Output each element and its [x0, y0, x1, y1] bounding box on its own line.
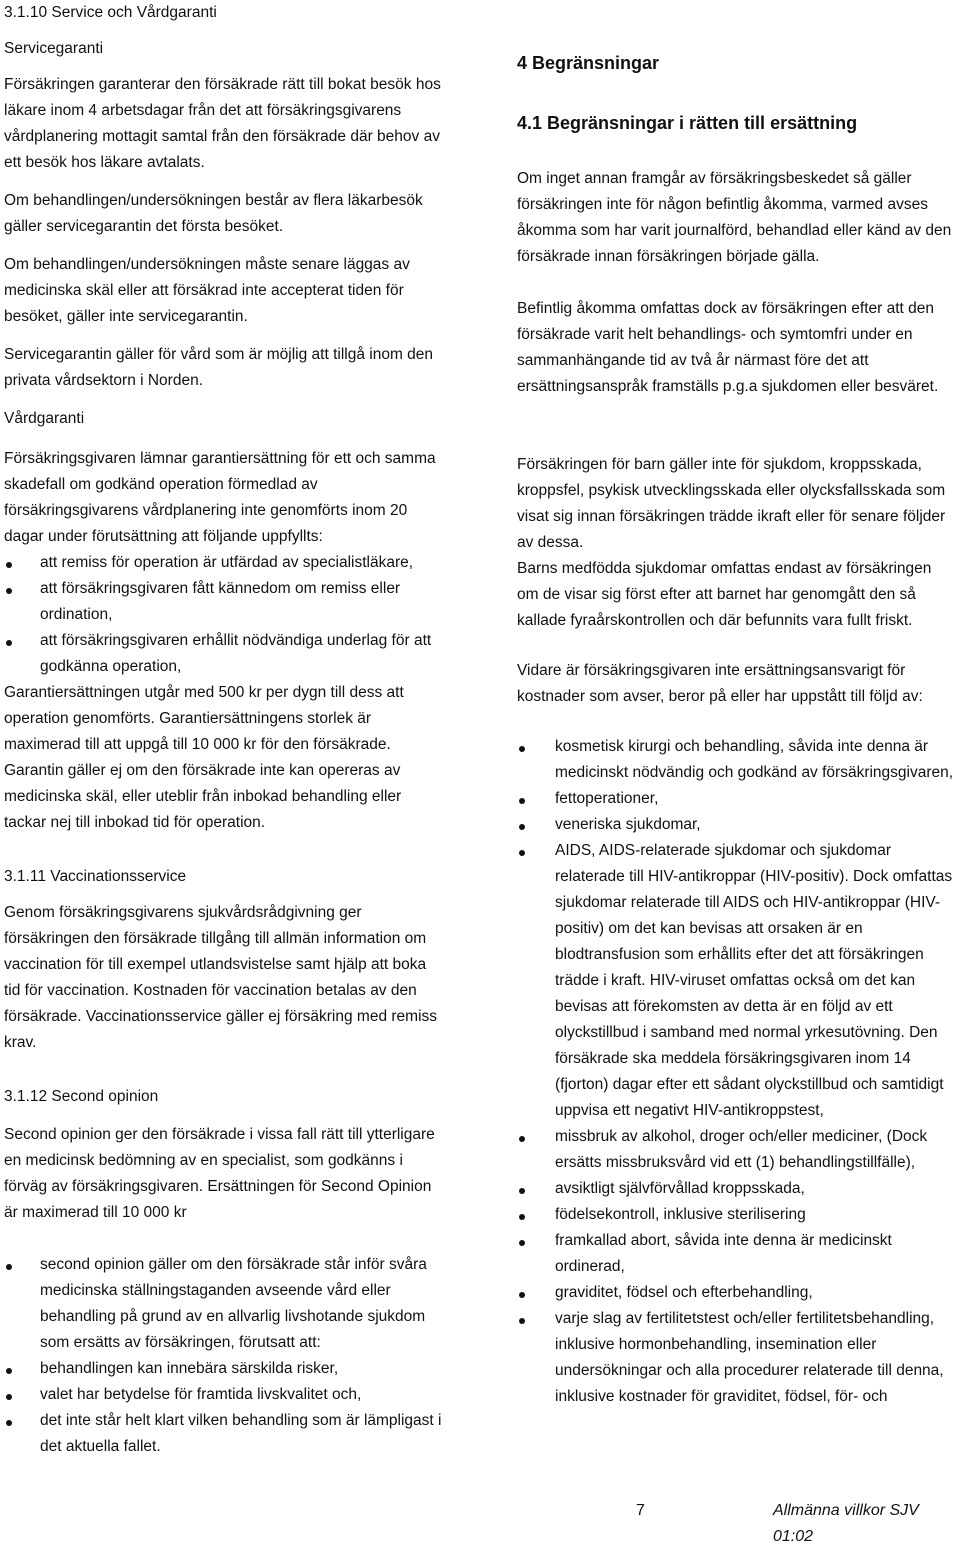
- list-item: framkallad abort, såvida inte denna är medicinskt ordinerad,: [517, 1228, 957, 1280]
- paragraph-medfodda-sjukdomar: Barns medfödda sjukdomar omfattas endast av försäkringen om de visar sig först efter att barnet har genomgått den så kallade fyraårskontrollen och där befunnits vara fullt friskt.: [517, 560, 932, 629]
- heading-4-begransningar: 4 Begränsningar: [517, 53, 660, 73]
- subheading-vardgaranti: Vårdgaranti: [4, 410, 85, 427]
- list-item: second opinion gäller om den försäkrade står inför svåra medicinska ställningstaganden avseende vård eller behandling på grund av en allvarlig livshotande sjukdom som ersätts av försäkringen, förutsatt att:: [4, 1252, 444, 1356]
- list-item: att försäkringsgivaren erhållit nödvändiga underlag för att godkänna operation,: [4, 628, 444, 680]
- list-item: avsiktligt självförvållad kroppsskada,: [517, 1176, 957, 1202]
- list-item: missbruk av alkohol, droger och/eller mediciner, (Dock ersätts missbruksvård vid ett (1) behandlingstillfälle),: [517, 1124, 957, 1176]
- list-item: varje slag av fertilitetstest och/eller fertilitetsbehandling, inklusive hormonbehandling, insemination eller undersökningar och alla procedurer relaterade till denna, inklusive kostnader för graviditet, födsel, för- och: [517, 1306, 957, 1410]
- heading-3-1-10: 3.1.10 Service och Vårdgaranti: [4, 4, 217, 21]
- paragraph-vaccinationsservice: Genom försäkringsgivarens sjukvårdsrådgivning ger försäkringen den försäkrade tillgång till allmän information om vaccination för till exempel utlandsvistelse samt hjälp att boka tid för vaccination. Kostnaden för vaccination betalas av den försäkrade. Vaccinationsservice gäller ej försäkring med remiss krav.: [4, 904, 438, 1051]
- list-item: fettoperationer,: [517, 786, 957, 812]
- paragraph-privata-vardsektorn: Servicegarantin gäller för vård som är möjlig att tillgå inom den privata vårdsektorn i Norden.: [4, 346, 434, 389]
- list-item: att försäkringsgivaren fått kännedom om remiss eller ordination,: [4, 576, 444, 628]
- exclusions-list: [517, 734, 957, 1410]
- list-item: födelsekontroll, inklusive sterilisering: [517, 1202, 957, 1228]
- paragraph-barn: Försäkringen för barn gäller inte för sjukdom, kroppsskada, kroppsfel, psykisk utvecklingsskada eller olycksfallsskada som visat sig innan försäkringen trädde ikraft eller för senare följder av dessa.: [517, 456, 946, 551]
- vardgaranti-conditions-list: [4, 550, 444, 680]
- paragraph-medicinska-skal: Om behandlingen/undersökningen måste senare läggas av medicinska skäl eller att försäkrad inte accepterat tiden för besöket, gäller inte servicegarantin.: [4, 256, 410, 325]
- list-item: kosmetisk kirurgi och behandling, såvida inte denna är medicinskt nödvändig och godkänd av försäkringsgivaren,: [517, 734, 957, 786]
- list-item: valet har betydelse för framtida livskvalitet och,: [4, 1382, 444, 1408]
- paragraph-garantiersattning-belopp: Garantiersättningen utgår med 500 kr per dygn till dess att operation genomförts. Garantiersättningens storlek är maximerad till att uppgå till 10 000 kr för den försäkrade. Garantin gäller ej om den försäkrade inte kan opereras av medicinska skäl, eller uteblir från inbokad behandling eller tackar nej till inbokad tid för operation.: [4, 684, 404, 831]
- list-item: det inte står helt klart vilken behandling som är lämpligast i det aktuella fallet.: [4, 1408, 444, 1460]
- page-number: 7: [636, 1502, 645, 1519]
- document-title: Allmänna villkor SJV 01:02: [773, 1502, 919, 1545]
- paragraph-symtomfri: Befintlig åkomma omfattas dock av försäkringen efter att den försäkrade varit helt behandlings- och symtomfri under en sammanhängande tid av två år närmast före det att ersättningsanspråk framställs p.g.a sjukdomen eller besväret.: [517, 300, 939, 395]
- list-item: veneriska sjukdomar,: [517, 812, 957, 838]
- list-item: att remiss för operation är utfärdad av specialistläkare,: [4, 550, 444, 576]
- paragraph-servicegaranti: Försäkringen garanterar den försäkrade rätt till bokat besök hos läkare inom 4 arbetsdagar från det att försäkringsgivarens vårdplanering mottagit samtal från den försäkrade där behov av ett besök hos läkare avtalats.: [4, 76, 441, 171]
- paragraph-garantiersattning: Försäkringsgivaren lämnar garantiersättning för ett och samma skadefall om godkänd operation förmedlad av försäkringsgivarens vårdplanering inte genomförts inom 20 dagar under förutsättning att följande uppfyllts:: [4, 450, 436, 545]
- subheading-servicegaranti: Servicegaranti: [4, 40, 104, 57]
- paragraph-second-opinion: Second opinion ger den försäkrade i vissa fall rätt till ytterligare en medicinsk bedömning av en specialist, som godkänns i förväg av försäkringsgivaren. Ersättningen för Second Opinion är maximerad till 10 000 kr: [4, 1126, 435, 1221]
- heading-3-1-12: 3.1.12 Second opinion: [4, 1088, 159, 1105]
- paragraph-befintlig-akomma: Om inget annan framgår av försäkringsbeskedet så gäller försäkringen inte för någon befintlig åkomma, varmed avses åkomma som har varit journalförd, behandlad eller känd av den försäkrade innan försäkringen började gälla.: [517, 170, 952, 265]
- paragraph-ej-ersattningsansvarig: Vidare är försäkringsgivaren inte ersättningsansvarigt för kostnader som avser, beror på eller har uppstått till följd av:: [517, 662, 923, 705]
- paragraph-flera-lakarbesok: Om behandlingen/undersökningen består av flera läkarbesök gäller servicegarantin det första besöket.: [4, 192, 423, 235]
- second-opinion-conditions-list: [4, 1252, 444, 1460]
- list-item: behandlingen kan innebära särskilda risker,: [4, 1356, 444, 1382]
- heading-3-1-11: 3.1.11 Vaccinationsservice: [4, 868, 187, 885]
- list-item: AIDS, AIDS-relaterade sjukdomar och sjukdomar relaterade till HIV-antikroppar (HIV-positiv). Dock omfattas sjukdomar relaterade till AIDS och HIV-antikroppar (HIV-positiv) om det kan bevisas att orsaken är en blodtransfusion som erhållits efter det att försäkringen trädde i kraft. HIV-viruset omfattas också om det kan bevisas att förekomsten av detta är en följd av ett olyckstillbud i samband med normal yrkesutövning. Den försäkrade ska meddela försäkringsgivaren inom 14 (fjorton) dagar efter ett sådant olyckstillbud och samtidigt uppvisa ett negativt HIV-antikroppstest,: [517, 838, 957, 1124]
- list-item: graviditet, födsel och efterbehandling,: [517, 1280, 957, 1306]
- heading-4-1: 4.1 Begränsningar i rätten till ersättning: [517, 113, 858, 133]
